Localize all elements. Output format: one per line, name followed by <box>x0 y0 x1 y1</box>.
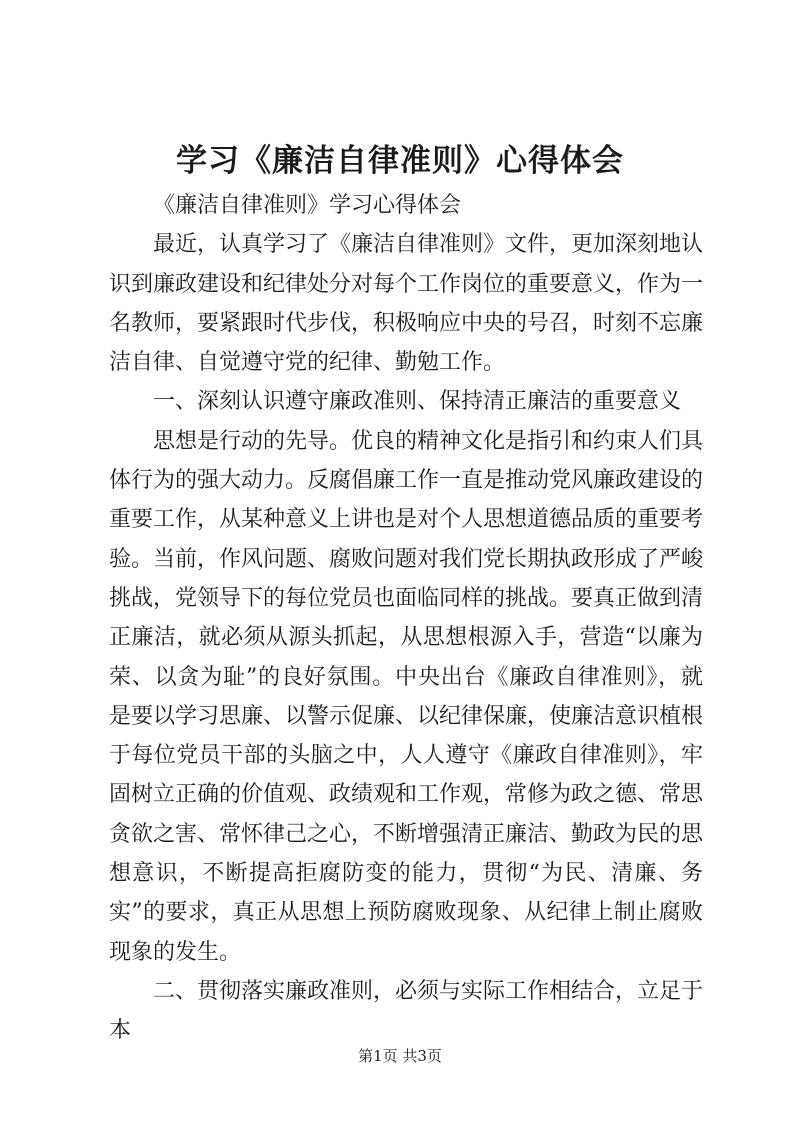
paragraph-section-two-heading: 二、贯彻落实廉政准则，必须与实际工作相结合，立足于本 <box>109 978 704 1044</box>
paragraph-section-one-heading: 一、深刻认识遵守廉政准则、保持清正廉洁的重要意义 <box>153 389 682 415</box>
page-title: 学习《廉洁自律准则》心得体会 <box>176 143 624 179</box>
paragraph-section-one-body: 思想是行动的先导。优良的精神文化是指引和约束人们具体行为的强大动力。反腐倡廉工作一直是推动党风廉政建设的重要工作，从某种意义上讲也是对个人思想道德品质的重要考验。当前，作风问题、腐败问题对我们党长期执政形成了严峻挑战，党领导下的每位党员也面临同样的挑战。要真正做到清正廉洁，就必须从源头抓起，从思想根源入手，营造“以廉为荣、以贪为耻”的良好氛围。中央出台《廉政自律准则》，就是要以学习思廉、以警示促廉、以纪律保廉，使廉洁意识植根于每位党员干部的头脑之中，人人遵守《廉政自律准则》，牢固树立正确的价值观、政绩观和工作观，常修为政之德、常思贪欲之害、常怀律己之心，不断增强清正廉洁、勤政为民的思想意识，不断提高拒腐防变的能力，贯彻“为民、清廉、务实”的要求，真正从思想上预防腐败现象、从纪律上制止腐败现象的发生。 <box>109 428 704 965</box>
paragraph-subtitle: 《廉洁自律准则》学习心得体会 <box>153 193 462 218</box>
document-body <box>109 186 703 1051</box>
page-number-footer: 第1页 共3页 <box>358 1047 442 1065</box>
paragraph-intro: 最近，认真学习了《廉洁自律准则》文件，更加深刻地认识到廉政建设和纪律处分对每个工作岗位的重要意义，作为一名教师，要紧跟时代步伐，积极响应中央的号召，时刻不忘廉洁自律、自觉遵守党的纪律、勤勉工作。 <box>109 232 704 376</box>
